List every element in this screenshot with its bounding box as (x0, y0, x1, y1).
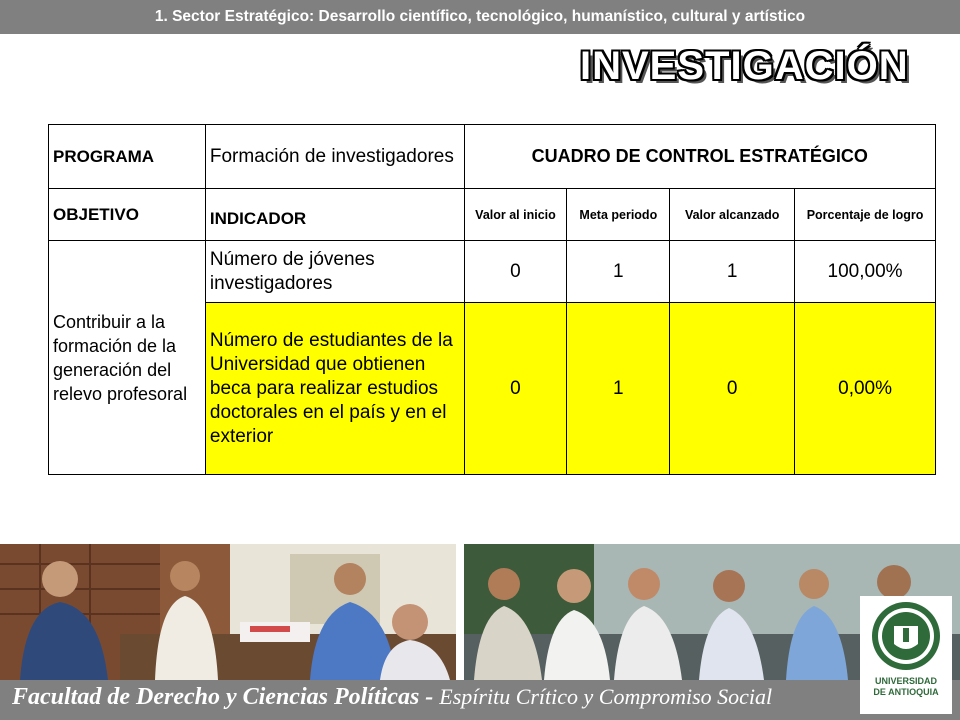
valor-alcanzado-cell: 0 (670, 303, 795, 475)
indicador-cell: Número de estudiantes de la Universidad que obtienen beca para realizar estudios doctorales en el país y en el exterior (205, 303, 464, 475)
logo-text-line1: UNIVERSIDAD (874, 676, 938, 686)
table-row (49, 241, 936, 303)
page-title: INVESTIGACIÓN (580, 44, 909, 88)
col-meta-periodo: Meta periodo (567, 189, 670, 241)
footer-separator: - (419, 684, 440, 710)
valor-inicio-cell: 0 (464, 303, 567, 475)
control-table (48, 124, 936, 475)
objetivo-value: Contribuir a la formación de la generación del relevo profesoral (49, 241, 206, 475)
motto: Espíritu Crítico y Compromiso Social (439, 684, 773, 709)
university-logo (860, 596, 952, 714)
cuadro-title: CUADRO DE CONTROL ESTRATÉGICO (464, 125, 935, 189)
programa-label: PROGRAMA (49, 125, 206, 189)
col-valor-alcanzado: Valor alcanzado (670, 189, 795, 241)
meeting-photo-left (0, 544, 456, 680)
meta-cell: 1 (567, 241, 670, 303)
sector-header: 1. Sector Estratégico: Desarrollo científico, tecnológico, humanístico, cultural y artístico (0, 0, 960, 34)
logo-text-line2: DE ANTIOQUIA (873, 687, 939, 697)
porcentaje-cell: 0,00% (795, 303, 936, 475)
col-porcentaje-logro: Porcentaje de logro (795, 189, 936, 241)
footer-text (12, 684, 772, 711)
footer-bar (0, 680, 960, 720)
indicador-cell: Número de jóvenes investigadores (205, 241, 464, 303)
objetivo-label: OBJETIVO (49, 189, 206, 241)
valor-inicio-cell: 0 (464, 241, 567, 303)
table-row (49, 125, 936, 189)
col-valor-inicio: Valor al inicio (464, 189, 567, 241)
programa-value: Formación de investigadores (205, 125, 464, 189)
indicador-label: INDICADOR (205, 189, 464, 241)
porcentaje-cell: 100,00% (795, 241, 936, 303)
valor-alcanzado-cell: 1 (670, 241, 795, 303)
photo-strip (0, 544, 960, 680)
table-row (49, 189, 936, 241)
faculty-name: Facultad de Derecho y Ciencias Políticas (12, 684, 420, 710)
meta-cell: 1 (567, 303, 670, 475)
